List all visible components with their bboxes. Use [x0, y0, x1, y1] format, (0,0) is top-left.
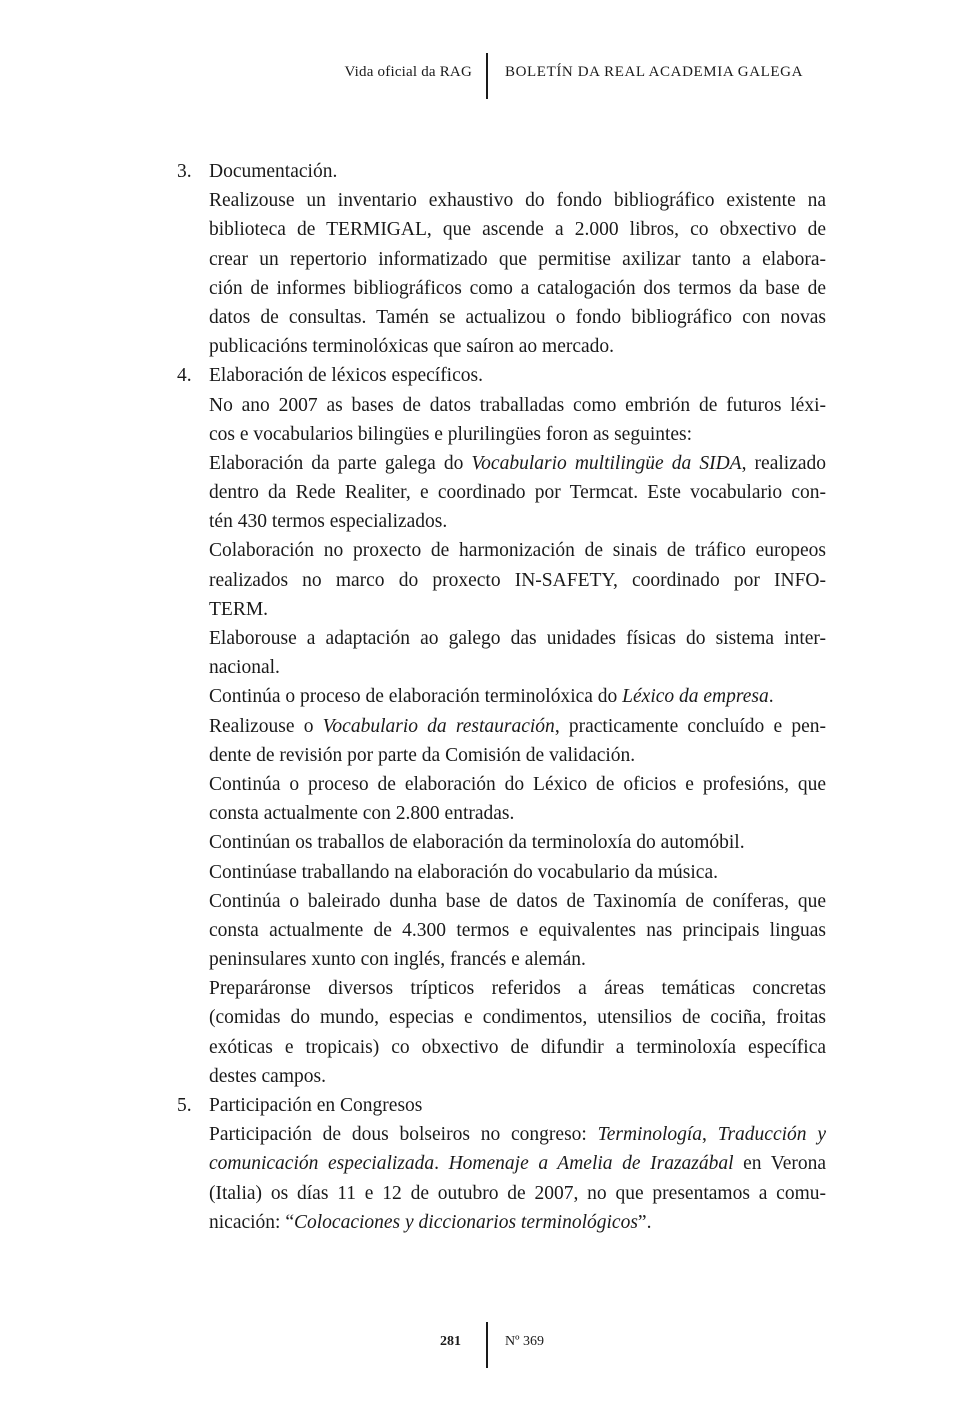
text-line — [177, 245, 827, 274]
header-section-title: Vida oficial da RAG — [344, 64, 472, 80]
paragraph-text: ción de informes bibliográficos como a catalogación dos termos da base de — [209, 277, 826, 299]
text-line — [177, 1120, 827, 1149]
paragraph-text: (Italia) os días 11 e 12 de outubro de 2007, no que presentamos a comu- — [209, 1182, 826, 1204]
paragraph-text: comunicación especializada. Homenaje a Amelia de Irazazábal en Verona — [209, 1153, 827, 1175]
section-heading — [177, 1091, 827, 1120]
paragraph-text: Continúa o proceso de elaboración do Léxico de oficios e profesións, que — [209, 773, 826, 795]
text-line — [177, 974, 827, 1003]
paragraph-text: Elaboración da parte galega do Vocabulario multilingüe da SIDA, realizado — [209, 452, 827, 474]
section-heading — [177, 361, 827, 390]
body-text — [177, 157, 827, 1237]
section-title: Elaboración de léxicos específicos. — [209, 365, 483, 387]
section-heading — [177, 157, 827, 186]
footer-divider — [486, 1322, 488, 1368]
text-line — [177, 887, 827, 916]
text-line — [177, 945, 827, 974]
issue-number: Nº 369 — [505, 1334, 544, 1349]
paragraph-text: Preparáronse diversos trípticos referidos a áreas temáticas concretas — [209, 978, 826, 1000]
page-number: 281 — [440, 1334, 461, 1349]
paragraph-text: destes campos. — [209, 1065, 326, 1087]
paragraph-text: No ano 2007 as bases de datos traballadas como embrión de futuros léxi- — [209, 394, 826, 416]
paragraph-text: peninsulares xunto con inglés, francés e alemán. — [209, 949, 586, 971]
paragraph-text: consta actualmente de 4.300 termos e equivalentes nas principais linguas — [209, 919, 826, 941]
running-footer — [0, 1322, 975, 1368]
paragraph-text: datos de consultas. Tamén se actualizou o fondo bibliográfico con novas — [209, 306, 826, 328]
text-line — [177, 828, 827, 857]
paragraph-text: crear un repertorio informatizado que permitise axilizar tanto a elabora- — [209, 248, 826, 270]
paragraph-text: Realizouse o Vocabulario da restauración, practicamente concluído e pen- — [209, 715, 826, 737]
text-line — [177, 1062, 827, 1091]
text-line — [177, 449, 827, 478]
paragraph-text: Continúa o proceso de elaboración terminolóxica do Léxico da empresa. — [209, 686, 774, 708]
text-line — [177, 1033, 827, 1062]
text-line — [177, 186, 827, 215]
paragraph-text: Continúase traballando na elaboración do vocabulario da música. — [209, 861, 718, 883]
paragraph-text: nicación: “Colocaciones y diccionarios terminológicos”. — [209, 1211, 652, 1233]
paragraph-text: biblioteca de TERMIGAL, que ascende a 2.000 libros, co obxectivo de — [209, 219, 826, 241]
section-number: 5. — [177, 1095, 192, 1116]
text-line — [177, 332, 827, 361]
paragraph-text: TERM. — [209, 598, 269, 620]
text-line — [177, 595, 827, 624]
section-title: Participación en Congresos — [209, 1095, 423, 1116]
text-line — [177, 1208, 827, 1237]
paragraph-text: dentro da Rede Realiter, e coordinado por Termcat. Este vocabulario con- — [209, 482, 826, 504]
header-divider — [486, 53, 488, 99]
paragraph-text: Participación de dous bolseiros no congreso: Terminología, Traducción y — [209, 1124, 826, 1146]
paragraph-text: Continúa o baleirado dunha base de datos de Taxinomía de coníferas, que — [209, 890, 826, 912]
section-number: 4. — [177, 365, 192, 387]
text-line — [177, 215, 827, 244]
text-line — [177, 653, 827, 682]
text-line — [177, 303, 827, 332]
text-line — [177, 770, 827, 799]
header-publication-title: BOLETÍN DA REAL ACADEMIA GALEGA — [505, 64, 804, 80]
text-line — [177, 507, 827, 536]
text-line — [177, 536, 827, 565]
paragraph-text: Realizouse un inventario exhaustivo do fondo bibliográfico existente na — [209, 190, 826, 212]
text-line — [177, 478, 827, 507]
text-line — [177, 858, 827, 887]
running-header — [0, 53, 975, 99]
text-line — [177, 391, 827, 420]
paragraph-text: publicacións terminolóxicas que saíron ao mercado. — [209, 336, 615, 358]
paragraph-text: nacional. — [209, 657, 280, 679]
paragraph-text: (comidas do mundo, especias e condimentos, utensilios de cociña, froitas — [209, 1007, 826, 1029]
paragraph-text: tén 430 termos especializados. — [209, 511, 448, 533]
text-line — [177, 741, 827, 770]
paragraph-text: dente de revisión por parte da Comisión de validación. — [209, 744, 636, 766]
text-line — [177, 274, 827, 303]
text-line — [177, 566, 827, 595]
text-line — [177, 712, 827, 741]
paragraph-text: Colaboración no proxecto de harmonización de sinais de tráfico europeos — [209, 540, 826, 562]
paragraph-text: Elaborouse a adaptación ao galego das unidades físicas do sistema inter- — [209, 628, 826, 649]
text-line — [177, 799, 827, 828]
text-line — [177, 1149, 827, 1178]
paragraph-text: cos e vocabularios bilingües e plurilingües foron as seguintes: — [209, 423, 693, 445]
paragraph-text: realizados no marco do proxecto IN-SAFETY, coordinado por INFO- — [209, 569, 826, 591]
text-line — [177, 624, 827, 653]
text-line — [177, 1003, 827, 1032]
paragraph-text: consta actualmente con 2.800 entradas. — [209, 803, 515, 825]
text-line — [177, 1179, 827, 1208]
text-line — [177, 420, 827, 449]
text-line — [177, 916, 827, 945]
text-line — [177, 682, 827, 711]
paragraph-text: Continúan os traballos de elaboración da terminoloxía do automóbil. — [209, 832, 745, 854]
section-number: 3. — [177, 161, 192, 182]
paragraph-text: exóticas e tropicais) co obxectivo de difundir a terminoloxía específica — [209, 1036, 826, 1058]
section-title: Documentación. — [209, 161, 338, 182]
